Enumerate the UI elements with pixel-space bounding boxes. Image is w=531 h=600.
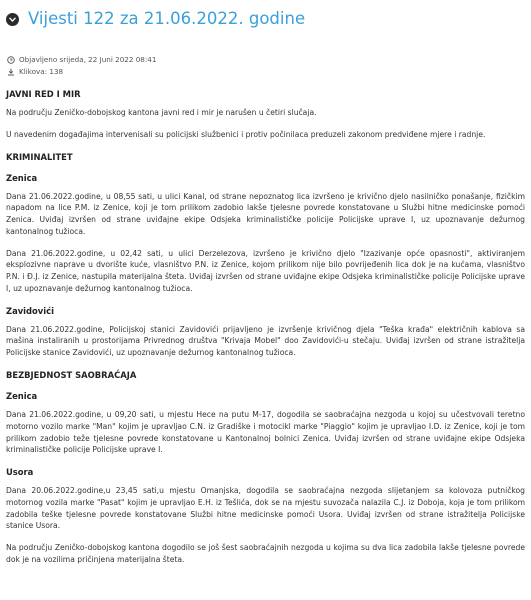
paragraph: Dana 21.06.2022.godine, u 08,55 sati, u ulici Kanal, od strane nepoznatog lica izvršeno je krivično djelo nasilničko ponašanje, fizičkim napadom na lice P.M. iz Zenice, koji je tom prilikom zadobio lakše tjelesne povrede konstatovane u Službi hitne medicinske pomoći Zenica. Uviđaj izvršen od strane uviđajne ekipe Odsjeka kriminalističke policije Policijske uprave I, uz upoznavanje dežurnog kantonalnog tužioca. <box>6 191 525 236</box>
paragraph: Dana 21.06.2022.godine, Policijskoj stanici Zavidovići prijavljeno je izvršenje krivičnog djela "Teška krađa" električnih kablova sa mašina instaliranih u prostorijama Privrednog društva "Krivaja Mobel" doo Zavidovići-u stečaju. Uviđaj izvršen od strane istražitelja Policijske stanice Zavidovići, uz upoznavanje dežurnog kantonalnog tužioca. <box>6 324 525 358</box>
section-title-javni-red: JAVNI RED I MIR <box>6 89 81 99</box>
subsection-title-usora: Usora <box>6 467 34 478</box>
article-meta <box>6 54 525 78</box>
article-header <box>6 4 525 34</box>
eye-icon <box>6 68 16 76</box>
published-line <box>6 54 525 66</box>
paragraph: Dana 21.06.2022.godine, u 02,42 sati, u ulici Derzelezova, izvršeno je krivično djelo "Izazivanje opće opasnosti", aktiviranjem eksplozivne naprave u dvorište kuće, vlasništvo P.N. iz Zenice, kojom prilikom nije bilo povrijeđenih lica dok je na kućama, vlasništvo P.N. i Đ.J. iz Zenice, nastupila materijalna šteta. Uviđaj izvršen od strane uviđajne ekipe Odsjeka kriminalističke policije Policijske uprave I, uz upoznavanje dežurnog kantonalnog tužioca. <box>6 248 525 293</box>
paragraph: Na području Zeničko-dobojskog kantona dogodilo se još šest saobraćajnih nezgoda u kojima su dva lica zadobila lakše tjelesne povrede dok je na vozilima pričinjena materijalna šteta. <box>6 543 525 564</box>
subsection-title-zenica: Zenica <box>6 172 38 183</box>
published-date: Objavljeno srijeda, 22 Juni 2022 08:41 <box>19 55 157 65</box>
section-title-saobracaj: BEZBJEDNOST SAOBRAĆAJA <box>6 370 137 381</box>
paragraph: Dana 21.06.2022.godine, u 09,20 sati, u mjestu Hece na putu M-17, dogodila se saobraćajna nezgoda u kojoj su učestvovali teretno motorno vozilo marke "Man" kojim je upravljao C.N. iz Gradiške i motocikl marke "Piaggio" kojim je upravljao I.D. iz Zenice, koji je tom prilikom zadobio teže tjelesne povrede konstatovane u Kantonalnoj bolnici Zenica. Uviđaj izvršen od strane uviđajne ekipe Odsjeka kriminalističke policije Policijske uprave I. <box>6 410 525 455</box>
clock-icon <box>6 56 16 64</box>
section-title-kriminalitet: KRIMINALITET <box>6 151 73 162</box>
hits-line <box>6 66 525 78</box>
chevron-down-icon[interactable] <box>6 13 19 26</box>
paragraph: Dana 20.06.2022.godine,u 23,45 sati,u mjestu Omanjska, dogodila se saobraćajna nezgoda slijetanjem sa kolovoza putničkog motornog vozila marke "Pasat" kojim je upravljao E.H. iz Tešlića, dok se na mjestu suvozača nalazila C.J. iz Doboja, koja je tom prilikom zadobila teške tjelesne povrede konstatovane Službi hitne medicinske pomoći Usora. Uviđaj izvršen od strane istražitelja Policijske stanice Usora. <box>6 486 525 531</box>
page-title[interactable]: Vijesti 122 za 21.06.2022. godine <box>28 9 306 29</box>
subsection-title-zavidovici: Zavidovići <box>6 305 54 316</box>
paragraph: U navedenim događajima intervenisali su policijski službenici i protiv počinilaca preduzeli zakonom predviđene mjere i radnje. <box>6 129 486 139</box>
hits-count: Klikova: 138 <box>19 67 64 77</box>
paragraph: Na području Zeničko-dobojskog kantona javni red i mir je narušen u četiri slučaja. <box>6 108 317 118</box>
subsection-title-zenica: Zenica <box>6 391 38 402</box>
